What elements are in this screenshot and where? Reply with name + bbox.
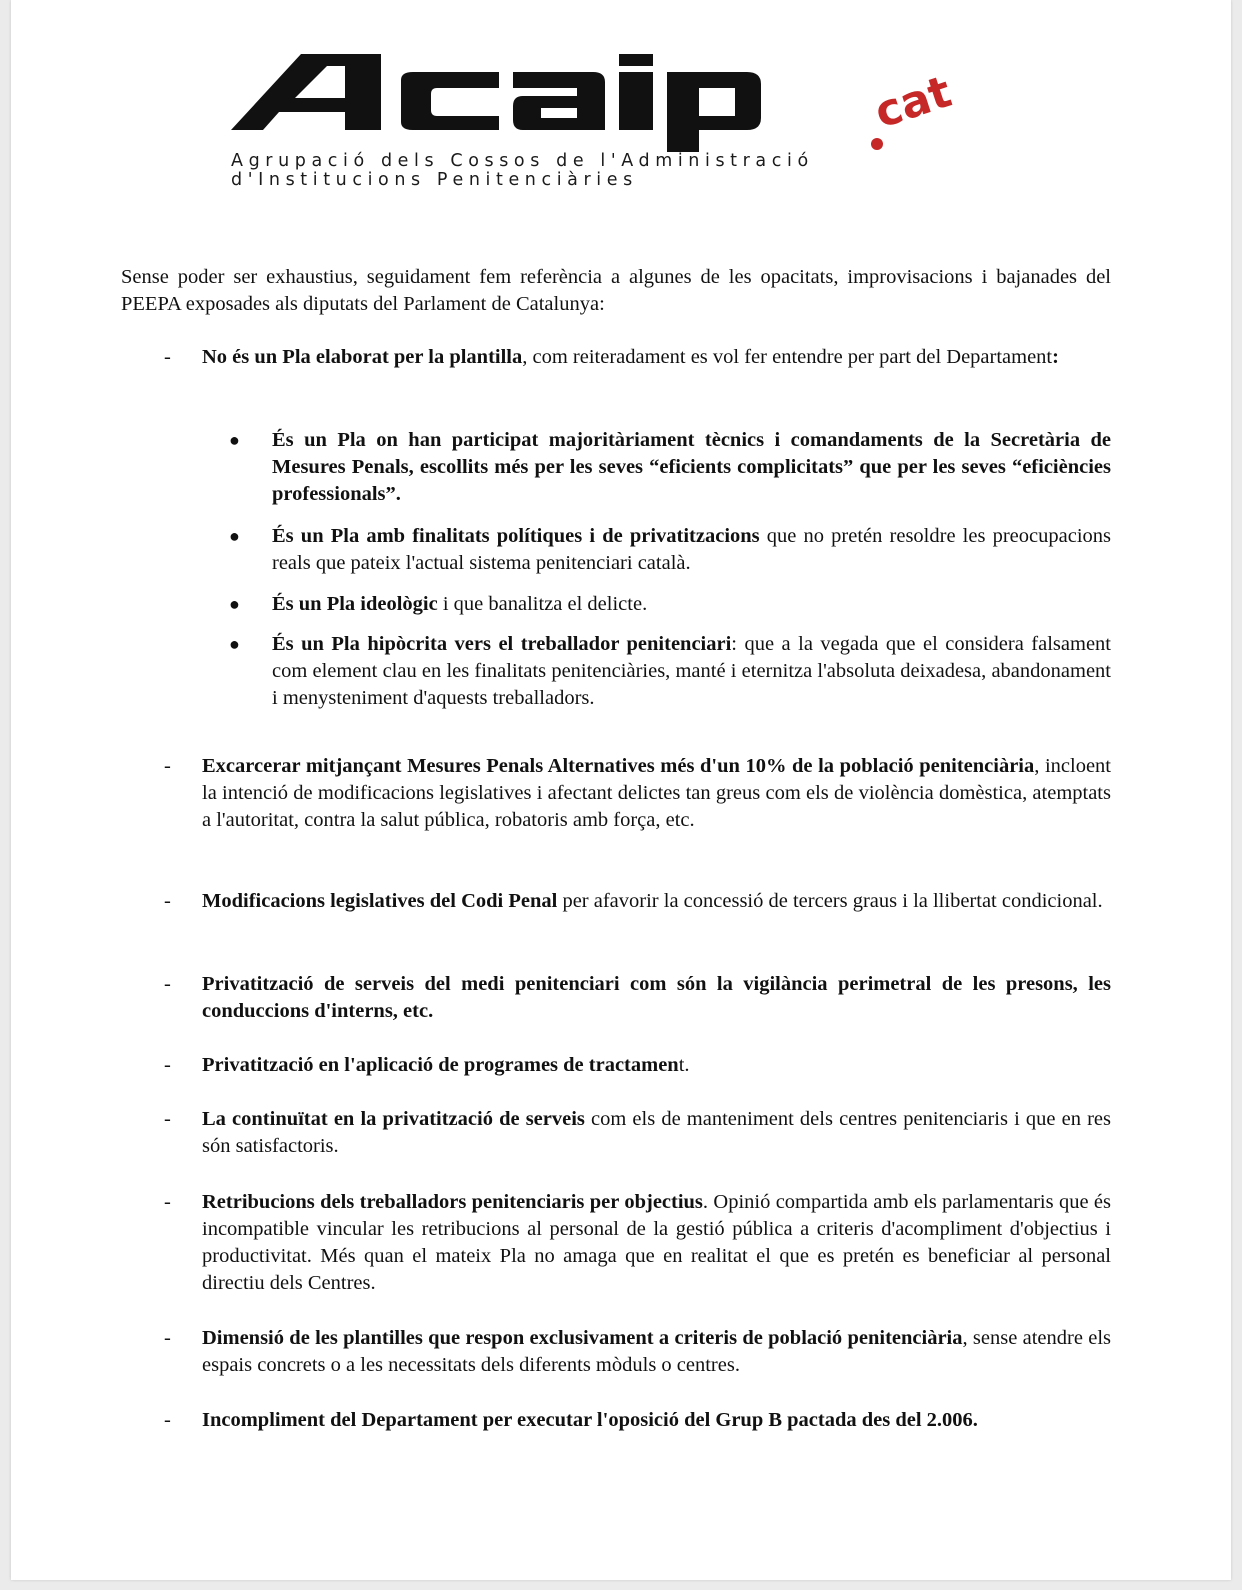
item-text: , incloent la intenció de modificacions legislatives i afectant delictes tan greus com els de violència domèstica, atemptats a l'autoritat, contra la salut pública, robatoris amb força, etc.: [202, 755, 1111, 831]
list-item: [121, 753, 1111, 834]
item-text: , sense atendre els espais concrets o a les necessitats dels diferents mòduls o centres.: [202, 1327, 1111, 1376]
intro-paragraph: Sense poder ser exhaustius, seguidament fem referència a algunes de les opacitats, improvisacions i bajanades del PEEPA exposades als diputats del Parlament de Catalunya:: [121, 266, 1111, 315]
bullet-marker: ●: [229, 430, 240, 450]
list-item: [121, 344, 1111, 371]
logo-subtitle-line-2: d'Institucions Penitenciàries: [231, 170, 638, 190]
document-body: [11, 0, 1231, 1580]
item-bold-text: Retribucions dels treballadors penitenciaris per objectius: [202, 1191, 703, 1213]
item-text: t.: [678, 1054, 690, 1076]
item-bold-text: Excarcerar mitjançant Mesures Penals Alternatives més d'un 10% de la població penitenciària: [202, 755, 1035, 777]
dash-marker: -: [164, 1191, 171, 1213]
bullet-text: : que a la vegada que el considera falsament com element clau en les finalitats penitenciàries, manté i eternitza l'absoluta deixadesa, abandonament i menysteniment d'aquests treballadors.: [272, 633, 1111, 709]
bullet-marker: ●: [229, 526, 240, 546]
item-text: per afavorir la concessió de tercers graus i la llibertat condicional.: [557, 890, 1103, 912]
logo-subtitle-line-1: Agrupació dels Cossos de l'Administració: [231, 151, 814, 171]
bullet-text: i que banalitza el delicte.: [437, 593, 648, 615]
list-item: [121, 1325, 1111, 1379]
bullet-item: [121, 591, 1111, 618]
dash-marker: -: [164, 755, 171, 777]
list-item: [121, 1106, 1111, 1160]
dash-marker: -: [164, 1409, 171, 1431]
bullet-item: [121, 523, 1111, 577]
dash-marker: -: [164, 1108, 171, 1130]
svg-text:cat: cat: [868, 66, 958, 139]
item-bold-text: No és un Pla elaborat per la plantilla: [202, 346, 523, 368]
document-page: [11, 0, 1231, 1580]
list-item: [121, 1052, 1111, 1079]
list-item: [121, 888, 1111, 915]
dash-marker: -: [164, 1054, 171, 1076]
bullet-bold-text: És un Pla amb finalitats polítiques i de privatitzacions: [272, 525, 760, 547]
list-item: [121, 971, 1111, 1025]
dash-marker: -: [164, 973, 171, 995]
item-bold-text: Modificacions legislatives del Codi Penal: [202, 890, 558, 912]
bullet-bold-text: És un Pla hipòcrita vers el treballador penitenciari: [272, 633, 732, 655]
item-text: com els de manteniment dels centres penitenciaris i que en res són satisfactoris.: [202, 1108, 1111, 1157]
item-bold-text: Privatització en l'aplicació de programes de tractamen: [202, 1054, 679, 1076]
item-text: , com reiteradament es vol fer entendre per part del Departament: [522, 346, 1053, 368]
bullet-bold-text: És un Pla on han participat majoritàriament tècnics i comandaments de la Secretària de Mesures Penals, escollits més per les seves “eficients complicitats” que per les seves “eficiències professionals”.: [272, 429, 1111, 505]
bullet-bold-text: És un Pla ideològic: [272, 593, 438, 615]
bullet-item: [121, 427, 1111, 508]
item-bold-text: Incompliment del Departament per executar l'oposició del Grup B pactada des del 2.006.: [202, 1409, 978, 1431]
item-bold-text: Dimensió de les plantilles que respon exclusivament a criteris de població penitenciària: [202, 1327, 963, 1349]
bullet-marker: ●: [229, 594, 240, 614]
item-bold-tail: :: [1052, 346, 1059, 368]
list-item: [121, 1189, 1111, 1297]
dash-marker: -: [164, 890, 171, 912]
bullet-item: [121, 631, 1111, 712]
item-bold-text: Privatització de serveis del medi penitenciari com són la vigilància perimetral de les presons, les conduccions d'interns, etc.: [202, 973, 1111, 1022]
item-bold-text: La continuïtat en la privatització de serveis: [202, 1108, 585, 1130]
dash-marker: -: [164, 1327, 171, 1349]
list-item: [121, 1407, 1111, 1434]
dash-marker: -: [164, 346, 171, 368]
item-text: . Opinió compartida amb els parlamentaris que és incompatible vincular les retribucions al personal de la gestió pública a criteris d'acompliment d'objectius i productivitat. Més quan el mateix Pla no amaga que en realitat el que es pretén es beneficiar al personal directiu dels Centres.: [202, 1191, 1111, 1294]
bullet-text: que no pretén resoldre les preocupacions reals que pateix l'actual sistema penitenciari català.: [272, 525, 1111, 574]
bullet-marker: ●: [229, 634, 240, 654]
